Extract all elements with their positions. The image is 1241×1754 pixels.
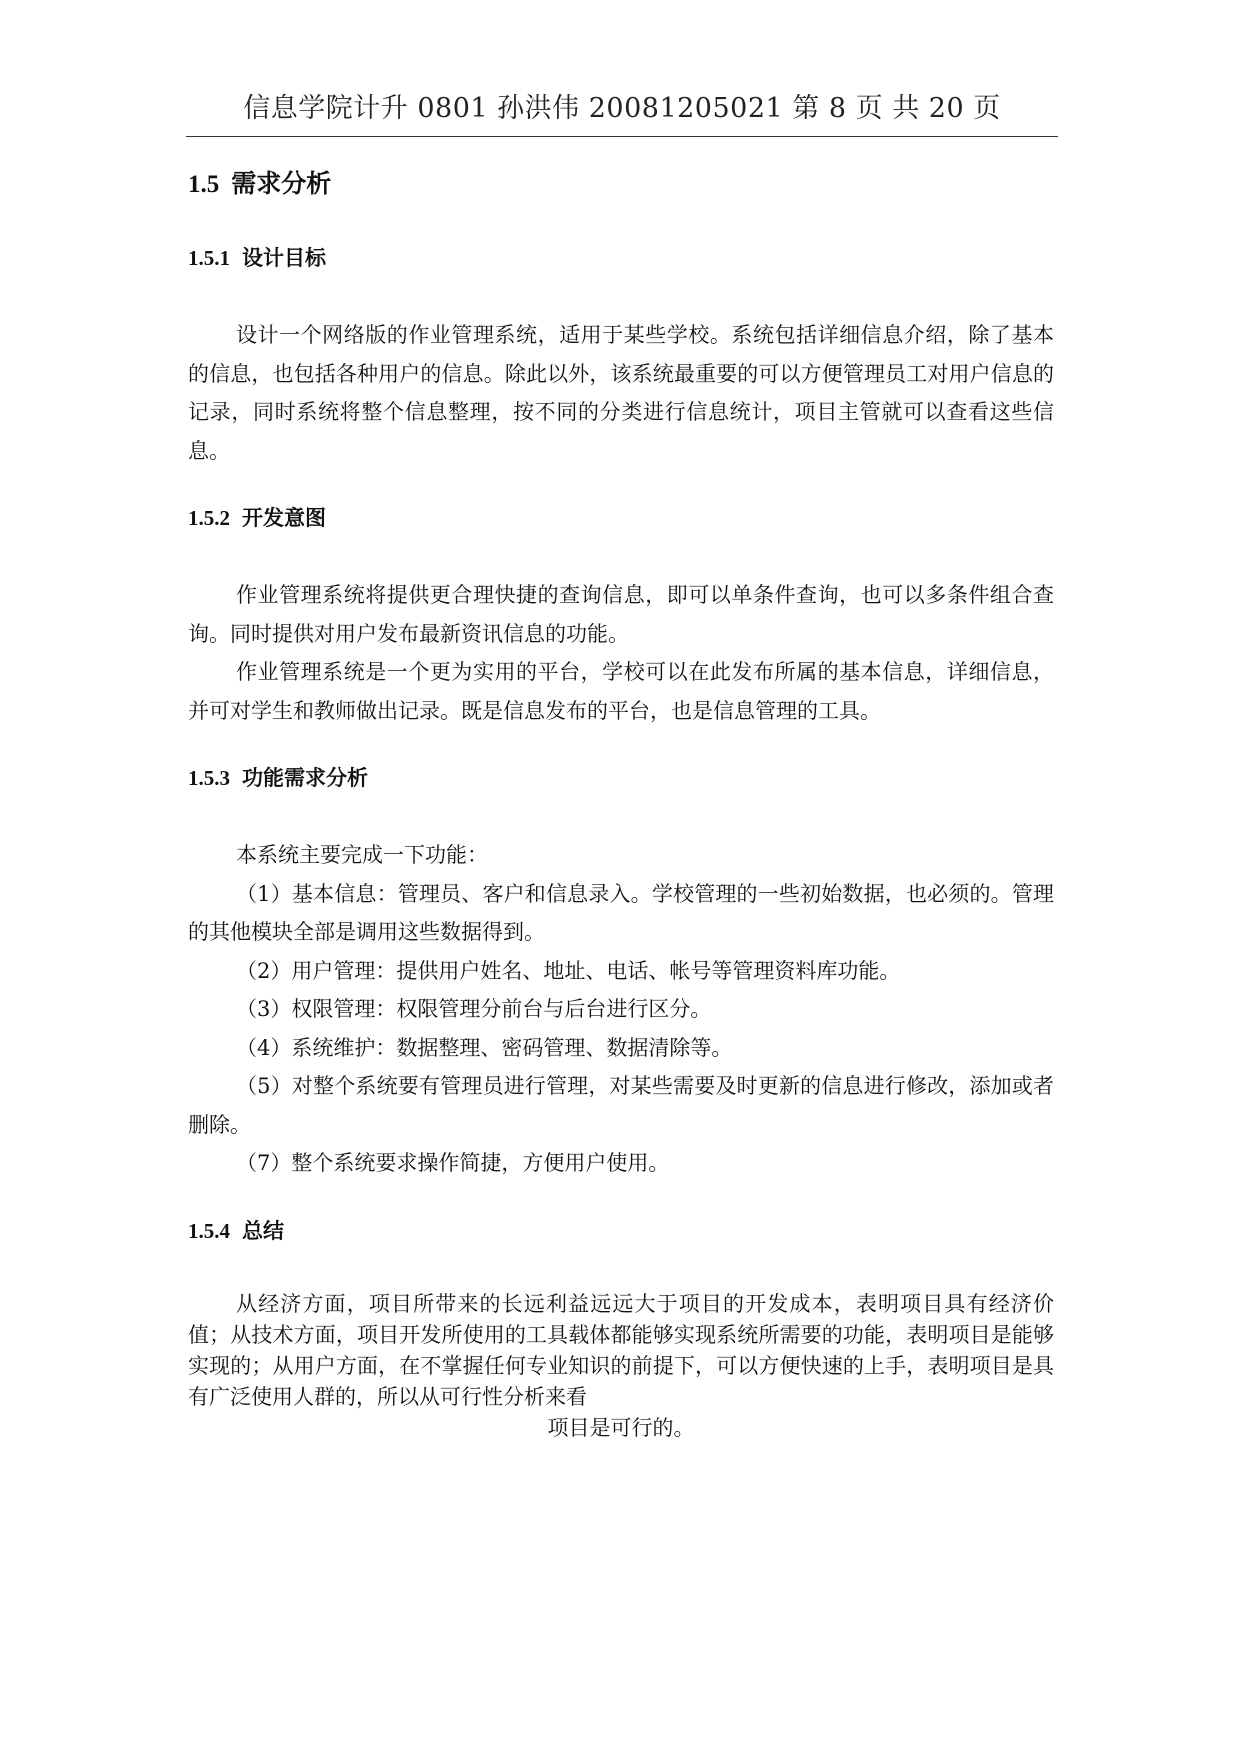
paragraph-design-goal: 设计一个网络版的作业管理系统，适用于某些学校。系统包括详细信息介绍，除了基本的信息，也包括各种用户的信息。除此以外，该系统最重要的可以方便管理员工对用户信息的记录，同时系统将整个信息整理，按不同的分类进行信息统计，项目主管就可以查看这些信息。 bbox=[188, 323, 1054, 463]
paragraph-functions-intro: 本系统主要完成一下功能： bbox=[236, 843, 488, 867]
subsection-heading-1-5-1 bbox=[188, 238, 1054, 278]
section-number: 1.5 bbox=[188, 171, 220, 198]
subsection-title: 设计目标 bbox=[242, 245, 326, 270]
paragraph-intent-1: 作业管理系统将提供更合理快捷的查询信息，即可以单条件查询，也可以多条件组合查询。同时提供对用户发布最新资讯信息的功能。 bbox=[188, 583, 1054, 646]
list-item-function-2: （2）用户管理：提供用户姓名、地址、电话、帐号等管理资料库功能。 bbox=[236, 958, 901, 983]
subsection-heading-1-5-2 bbox=[188, 498, 1054, 538]
subsection-title: 功能需求分析 bbox=[242, 765, 368, 790]
list-item-function-5: （5）对整个系统要有管理员进行管理，对某些需要及时更新的信息进行修改，添加或者删除。 bbox=[188, 1074, 1054, 1137]
subsection-number: 1.5.3 bbox=[188, 766, 230, 790]
paragraph-summary-conclusion: 项目是可行的。 bbox=[547, 1415, 695, 1440]
list-item-function-3: （3）权限管理：权限管理分前台与后台进行区分。 bbox=[236, 997, 712, 1021]
page-header: 信息学院计升 0801 孙洪伟 20081205021 第 8 页 共 20 页 bbox=[186, 84, 1058, 137]
subsection-title: 总结 bbox=[242, 1217, 284, 1243]
subsection-heading-1-5-4 bbox=[188, 1211, 1054, 1251]
subsection-number: 1.5.2 bbox=[188, 506, 230, 530]
subsection-title: 开发意图 bbox=[242, 505, 326, 530]
subsection-number: 1.5.1 bbox=[188, 246, 230, 270]
paragraph-intent-2: 作业管理系统是一个更为实用的平台，学校可以在此发布所属的基本信息，详细信息，并可对学生和教师做出记录。既是信息发布的平台，也是信息管理的工具。 bbox=[188, 660, 1054, 723]
list-item-function-7: （7）整个系统要求操作简捷，方便用户使用。 bbox=[236, 1151, 670, 1175]
list-item-function-4: （4）系统维护：数据整理、密码管理、数据清除等。 bbox=[236, 1035, 733, 1060]
subsection-number: 1.5.4 bbox=[188, 1218, 230, 1243]
paragraph-summary: 从经济方面，项目所带来的长远利益远远大于项目的开发成本，表明项目具有经济价值；从技术方面，项目开发所使用的工具载体都能够实现系统所需要的功能，表明项目是能够实现的；从用户方面，在不掌握任何专业知识的前提下，可以方便快速的上手，表明项目是具有广泛使用人群的，所以从可行性分析来看 bbox=[188, 1291, 1054, 1409]
document-body bbox=[188, 160, 1054, 1444]
list-item-function-1: （1）基本信息：管理员、客户和信息录入。学校管理的一些初始数据，也必须的。管理的其他模块全部是调用这些数据得到。 bbox=[188, 881, 1054, 944]
section-heading bbox=[188, 160, 1054, 208]
subsection-heading-1-5-3 bbox=[188, 758, 1054, 798]
section-title: 需求分析 bbox=[231, 169, 332, 198]
